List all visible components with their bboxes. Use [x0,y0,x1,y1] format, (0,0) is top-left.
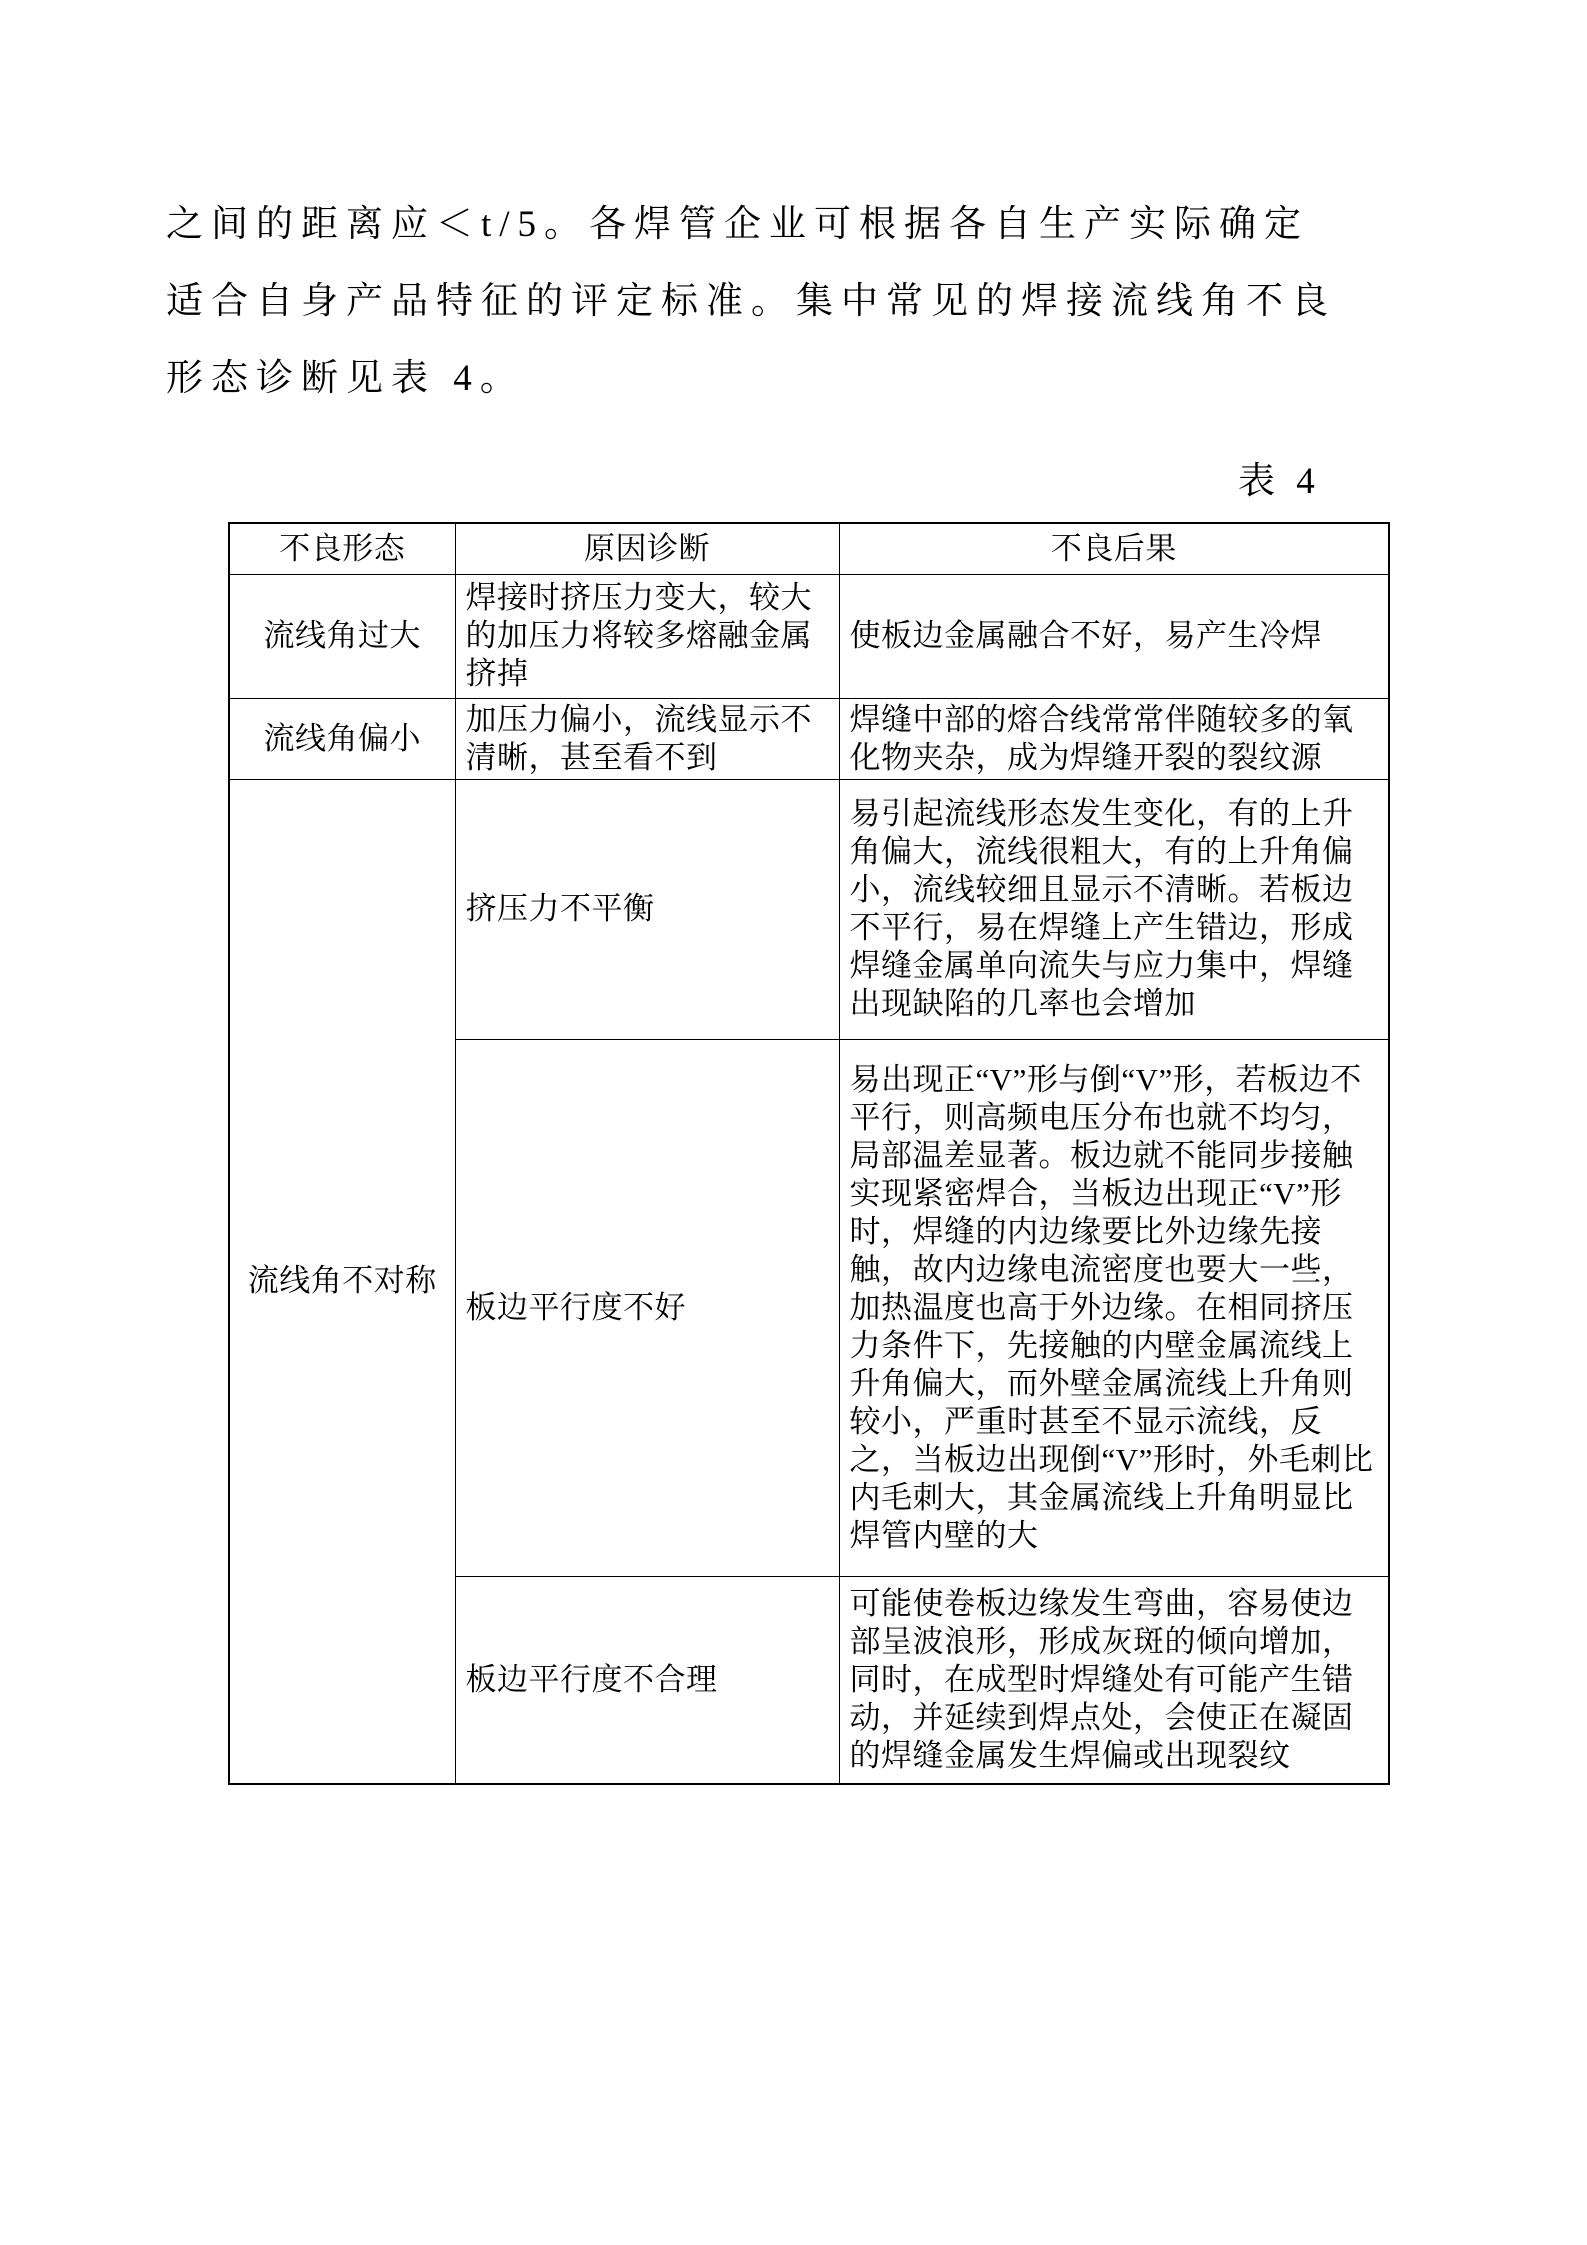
paragraph-line-2: 适合自身产品特征的评定标准。集中常见的焊接流线角不良 [166,281,1336,322]
table-row-angle-too-small [229,698,1389,779]
cell-cause-angle-too-large: 焊接时挤压力变大，较大的加压力将较多熔融金属挤掉 [455,574,839,698]
header-cause-diagnosis: 原因诊断 [455,523,839,574]
header-bad-consequence: 不良后果 [839,523,1389,574]
cell-cause-poor-parallelism: 板边平行度不好 [455,1039,839,1576]
paragraph-line-1: 之间的距离应＜t/5。各焊管企业可根据各自生产实际确定 [166,204,1310,245]
cell-cause-unbalanced-pressure: 挤压力不平衡 [455,779,839,1039]
cell-consequence-angle-too-small: 焊缝中部的熔合线常常伴随较多的氧化物夹杂，成为焊缝开裂的裂纹源 [839,698,1389,779]
table-row-angle-too-large [229,574,1389,698]
table-row-asymmetric-sub1 [229,779,1389,1039]
defect-diagnosis-table [228,522,1390,1785]
body-paragraph [166,186,1346,417]
cell-form-angle-asymmetric: 流线角不对称 [229,779,455,1784]
cell-form-angle-too-large: 流线角过大 [229,574,455,698]
cell-form-angle-too-small: 流线角偏小 [229,698,455,779]
cell-cause-unreasonable-parallelism: 板边平行度不合理 [455,1576,839,1784]
cell-cause-angle-too-small: 加压力偏小，流线显示不清晰，甚至看不到 [455,698,839,779]
table-header-row [229,523,1389,574]
table-caption: 表 4 [1238,461,1321,502]
cell-consequence-unreasonable-parallelism: 可能使卷板边缘发生弯曲，容易使边部呈波浪形，形成灰斑的倾向增加，同时，在成型时焊缝处有可能产生错动，并延续到焊点处，会使正在凝固的焊缝金属发生焊偏或出现裂纹 [839,1576,1389,1784]
paragraph-line-3: 形态诊断见表 4。 [166,358,525,399]
cell-consequence-poor-parallelism: 易出现正“V”形与倒“V”形，若板边不平行，则高频电压分布也就不均匀，局部温差显著。板边就不能同步接触实现紧密焊合，当板边出现正“V”形时，焊缝的内边缘要比外边缘先接触，故内边缘电流密度也要大一些，加热温度也高于外边缘。在相同挤压力条件下，先接触的内壁金属流线上升角偏大，而外壁金属流线上升角则较小，严重时甚至不显示流线，反之，当板边出现倒“V”形时，外毛刺比内毛刺大，其金属流线上升角明显比焊管内壁的大 [839,1039,1389,1576]
cell-consequence-angle-too-large: 使板边金属融合不好，易产生冷焊 [839,574,1389,698]
cell-consequence-unbalanced-pressure: 易引起流线形态发生变化，有的上升角偏大，流线很粗大，有的上升角偏小，流线较细且显示不清晰。若板边不平行，易在焊缝上产生错边，形成焊缝金属单向流失与应力集中，焊缝出现缺陷的几率也会增加 [839,779,1389,1039]
header-defect-form: 不良形态 [229,523,455,574]
